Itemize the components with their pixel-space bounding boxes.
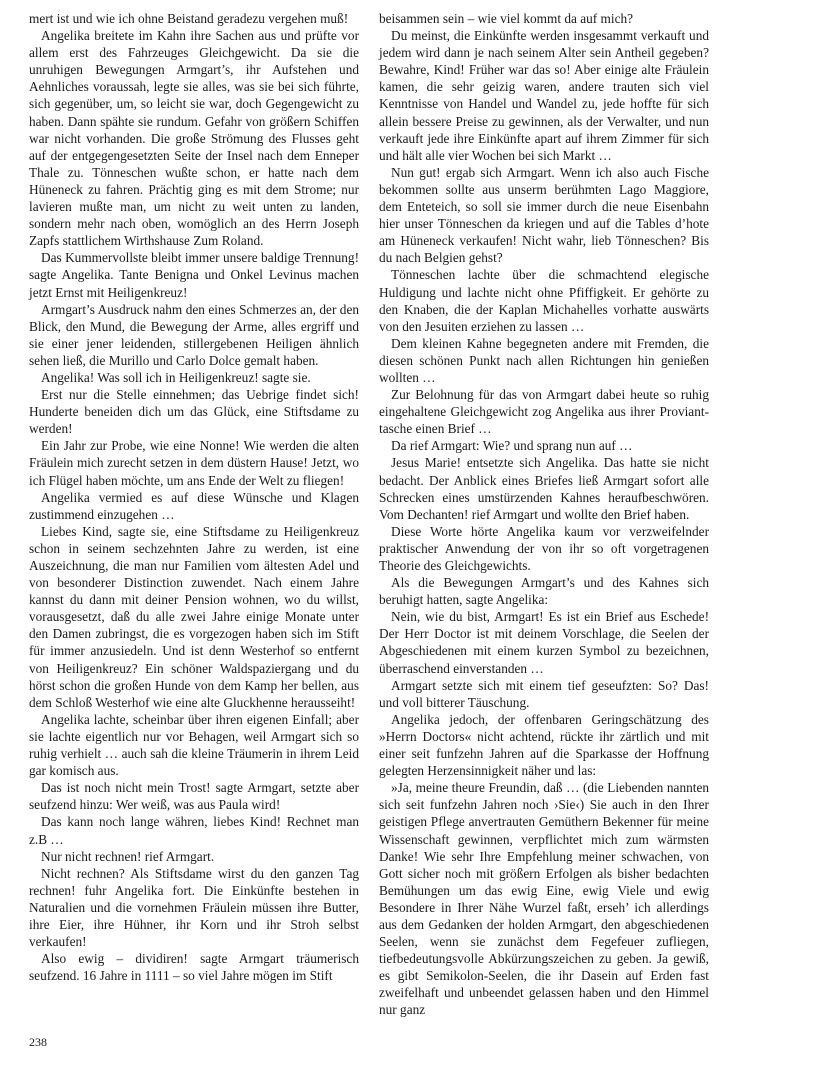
paragraph: Das Kummervollste bleibt immer unsere baldige Trennung! sagte Angelika. Tante Benigna und Onkel Levinus machen jetzt Ernst mit Heiligenkreuz!	[29, 250, 359, 300]
paragraph: Nicht rechnen? Als Stiftsdame wirst du den ganzen Tag rechnen! fuhr Angelika fort. Die Einkünfte bestehen in Naturalien und die vornehmen Fräulein müssen ihre Butter, ihre Eier, ihre Hühner, ihr Korn und ihr Stroh selbst verkaufen!	[29, 865, 359, 950]
paragraph: Angelika! Was soll ich in Heiligenkreuz! sagte sie.	[41, 369, 311, 385]
paragraph: Armgart’s Ausdruck nahm den eines Schmerzes an, der den Blick, den Mund, die Bewegung der Arme, alles ergriff und sie einer jener leidenden, stillergebenen Heiligen ähnlich sehen ließ, die Murillo und Carlo Dolce gemalt haben.	[29, 301, 359, 368]
paragraph: Angelika breitete im Kahn ihre Sachen aus und prüfte vor allem erst des Fahrzeuges Gleichgewicht. Da sie die unruhigen Bewegungen Armgart’s, ihr Aufstehen und Aehnliches voraussah, legte sie alles, was sie bei sich führte, sich gegenüber, um, so leicht sie war, doch Gegengewicht zu haben. Dann spähte sie rundum. Gefahr von größern Schiffen war nicht vorhanden. Die große Strömung des Flusses geht auf der entgegengesetzten Seite der Insel nach dem Enneper Thale zu. Tönneschen wußte schon, er hatte nach dem Hüneneck zu fahren. Prächtig ging es mit dem Strome; nur lavieren mußte man, um nicht zu weit unten zu landen, sondern mehr nach oben, womöglich an des Herrn Joseph Zapfs stattlichem Wirthshause Zum Roland.	[29, 28, 359, 249]
paragraph: Du meinst, die Einkünfte werden insgesammt verkauft und jedem wird dann je nach seinem Alter sein Antheil gegeben? Bewahre, Kind! Früher war das so! Aber einige alte Fräulein kamen, die sehr geizig waren, andere trauten sich viel Kenntnisse von Handel und Wandel zu, jede hoffte für sich allein bessere Preise zu gewinnen, als der Verwalter, und nun verkauft jede ihre Einkünfte apart auf ihrem Zimmer für sich und hält alle vier Wochen bei sich Markt …	[379, 28, 709, 163]
paragraph: Das ist noch nicht mein Trost! sagte Armgart, setzte aber seufzend hinzu: Wer weiß, was aus Paula wird!	[29, 780, 359, 813]
paragraph: Armgart setzte sich mit einem tief geseufzten: So? Das! und voll bitterer Täuschung.	[379, 677, 709, 710]
page-number: 238	[29, 1035, 47, 1049]
paragraph: Also ewig – dividiren! sagte Armgart träumerisch seufzend. 16 Jahre in 1111 – so viel Jahre mögen im Stift	[29, 951, 359, 984]
paragraph: Das kann noch lange währen, liebes Kind! Rechnet man z.B …	[29, 814, 359, 847]
paragraph: beisammen sein – wie viel kommt da auf mich?	[379, 11, 634, 26]
paragraph: Dem kleinen Kahne begegneten andere mit Fremden, die diesen schönen Punkt nach allen Richtungen hin genießen wollten …	[379, 335, 709, 385]
paragraph: Da rief Armgart: Wie? und sprang nun auf …	[391, 438, 633, 454]
paragraph: Diese Worte hörte Angelika kaum vor verzweifelnder praktischer Anwendung der von ihr so oft vorgetragenen Theorie des Gleichgewichts.	[379, 523, 709, 573]
paragraph: Nein, wie du bist, Armgart! Es ist ein Brief aus Eschede! Der Herr Doctor ist mit deinem Vorschlage, die Seelen der Abgeschiedenen mit einem kurzen Symbol zu bezeichnen, überraschend einverstanden …	[379, 609, 709, 676]
left-column	[29, 10, 359, 984]
paragraph: Jesus Marie! entsetzte sich Angelika. Das hatte sie nicht bedacht. Der Anblick eines Briefes ließ Armgart sofort alle Schrecken eines umstürzenden Kahnes heraufbeschwören. Vom Dechanten! rief Armgart und wollte den Brief haben.	[379, 455, 709, 522]
right-column	[379, 10, 709, 1019]
paragraph: Angelika jedoch, der offenbaren Geringschätzung des »Herrn Doctors« nicht achtend, rückte ihr zärtlich und mit einer seit funfzehn Jahren auf die Sparkasse der Hoffnung gelegten Herzensinnigkeit näher und las:	[379, 711, 709, 779]
paragraph: Erst nur die Stelle einnehmen; das Uebrige findet sich! Hunderte beneiden dich um das Glück, eine Stiftsdame zu werden!	[29, 387, 359, 437]
paragraph: Nur nicht rechnen! rief Armgart.	[41, 848, 215, 864]
paragraph: mert ist und wie ich ohne Beistand geradezu vergehen muß!	[29, 11, 349, 26]
paragraph: Tönneschen lachte über die schmachtend elegische Huldigung und lachte nicht ohne Pfiffigkeit. Er gehörte zu den Knaben, die der Kaplan Michahelles vorhatte auswärts von den Jesuiten erziehen zu lassen …	[379, 267, 709, 334]
paragraph: Liebes Kind, sagte sie, eine Stiftsdame zu Heiligenkreuz schon in seinem sechzehnten Jahre zu werden, ist eine Auszeichnung, die man nur Familien vom ältesten Adel und von besonderer Distinction zuwendet. Nach einem Jahre kannst du dann mit deiner Pension wohnen, wo du willst, vorausgesetzt, daß du alle zwei Jahre einige Monate unter den Damen zubringst, die es vorgezogen haben sich im Stift für immer anzusiedeln. Und ist denn Westerhof so entfernt von Heiligenkreuz? Ein schöner Waldspaziergang und du hörst schon die großen Hunde von dem Kamp her bellen, aus dem Schloß Westerhof wie eine alte Gluckhenne herausseiht!	[29, 523, 359, 710]
paragraph: Zur Belohnung für das von Armgart dabei heute so ruhig eingehaltene Gleichgewicht zog Angelika aus ihrer Provianttasche einen Brief …	[379, 387, 709, 437]
paragraph: Nun gut! ergab sich Armgart. Wenn ich also auch Fische bekommen sollte aus unserm berühmten Lago Maggiore, dem Enteteich, so soll sie immer durch die neue Eisenbahn hier unser Tönneschen da kriegen und auf die Tables d’hote am Hüneneck verkaufen! Nicht wahr, lieb Tönneschen? Bis du nach Belgien gehst?	[379, 164, 709, 266]
paragraph: Ein Jahr zur Probe, wie eine Nonne! Wie werden die alten Fräulein mich zurecht setzen in dem düstern Hause! Jetzt, wo ich Flügel haben möchte, um ans Ende der Welt zu fliegen!	[29, 438, 359, 488]
paragraph: Angelika vermied es auf diese Wünsche und Klagen zustimmend einzugehen …	[29, 489, 359, 522]
paragraph: Angelika lachte, scheinbar über ihren eigenen Einfall; aber sie lachte eigentlich nur vor Behagen, weil Armgart sich so ruhig verhielt … auch sah die kleine Träumerin in ihrem Leid gar komisch aus.	[29, 711, 359, 779]
paragraph: Als die Bewegungen Armgart’s und des Kahnes sich beruhigt hatten, sagte Angelika:	[379, 575, 709, 608]
paragraph: »Ja, meine theure Freundin, daß … (die Liebenden nannten sich seit funfzehn Jahren noch ›Sie‹) Sie auch in den Ihrer geistigen Pflege anvertrauten Gemüthern Bekenner für meine Wissenschaft gewinnen, verpflichtet mich zum wärmsten Danke! Wie sehr Ihre Empfehlung meiner schwachen, von Gott sicher noch mit größern Erfolgen als bisher bedachten Bemühungen um das ewig Eine, ewig Viele und ewig Besondere in Ihrer Nähe Wurzel faßt, erseh’ ich allerdings aus dem Gedanken der holden Armgart, den abgeschiedenen Seelen, wenn sie zunächst dem Fegefeuer zufliegen, tiefbedeutungsvolle Abkürzungszeichen zu geben. Ja gewiß, es gibt Semikolon-Seelen, die ihr Dasein auf Erden fast zweifelhaft und unbeendet gelassen haben und den Himmel nur ganz	[379, 780, 709, 1018]
